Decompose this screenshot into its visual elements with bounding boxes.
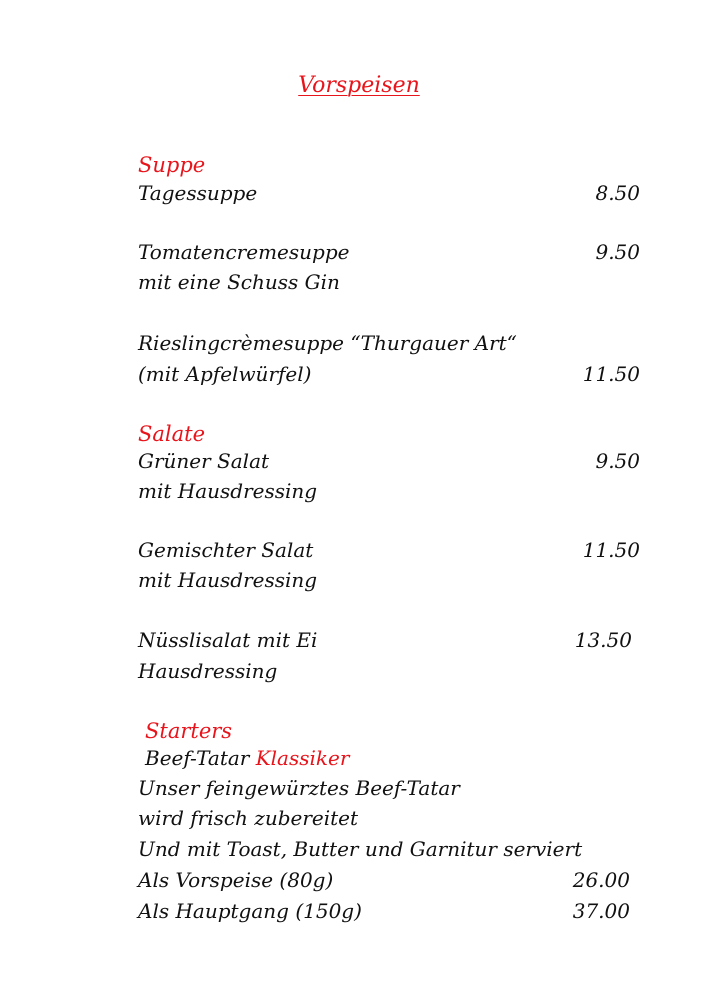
menu-item-description: mit Hausdressing — [138, 568, 318, 592]
starter-description-line: Und mit Toast, Butter und Garnitur serviert — [138, 837, 583, 861]
starter-option-price: 26.00 — [572, 868, 630, 892]
menu-item-name: Nüsslisalat mit Ei — [138, 628, 318, 652]
menu-item-name: Gemischter Salat — [138, 538, 314, 562]
menu-item-description: mit Hausdressing — [138, 479, 318, 503]
menu-item-name: Grüner Salat — [138, 449, 270, 473]
starter-dish-tag: Klassiker — [255, 746, 350, 770]
menu-item-price: 9.50 — [595, 449, 640, 473]
starter-option-label: Als Hauptgang (150g) — [138, 899, 362, 923]
menu-item-price: 13.50 — [574, 628, 632, 652]
section-heading-salate: Salate — [138, 422, 206, 446]
menu-item-name: Tagessuppe — [138, 181, 258, 205]
starter-option-label: Als Vorspeise (80g) — [138, 868, 334, 892]
menu-item-price: 11.50 — [582, 538, 640, 562]
menu-item-price: 11.50 — [582, 362, 640, 386]
page-title: Vorspeisen — [298, 73, 420, 98]
section-heading-starters: Starters — [145, 719, 233, 743]
menu-item-description: (mit Apfelwürfel) — [138, 362, 312, 386]
starter-description-line: Unser feingewürztes Beef-Tatar — [138, 776, 460, 800]
starter-dish-title — [145, 746, 349, 770]
menu-item-description: Hausdressing — [138, 659, 278, 683]
starter-option-price: 37.00 — [572, 899, 630, 923]
menu-item-price: 9.50 — [595, 240, 640, 264]
starter-dish-name: Beef-Tatar — [145, 746, 250, 770]
starter-description-line: wird frisch zubereitet — [138, 806, 359, 830]
menu-item-price: 8.50 — [595, 181, 640, 205]
menu-item-description: mit eine Schuss Gin — [138, 270, 340, 294]
menu-item-name: Tomatencremesuppe — [138, 240, 350, 264]
menu-item-name: Rieslingcrèmesuppe “Thurgauer Art“ — [138, 331, 517, 355]
section-heading-suppe: Suppe — [138, 153, 206, 177]
